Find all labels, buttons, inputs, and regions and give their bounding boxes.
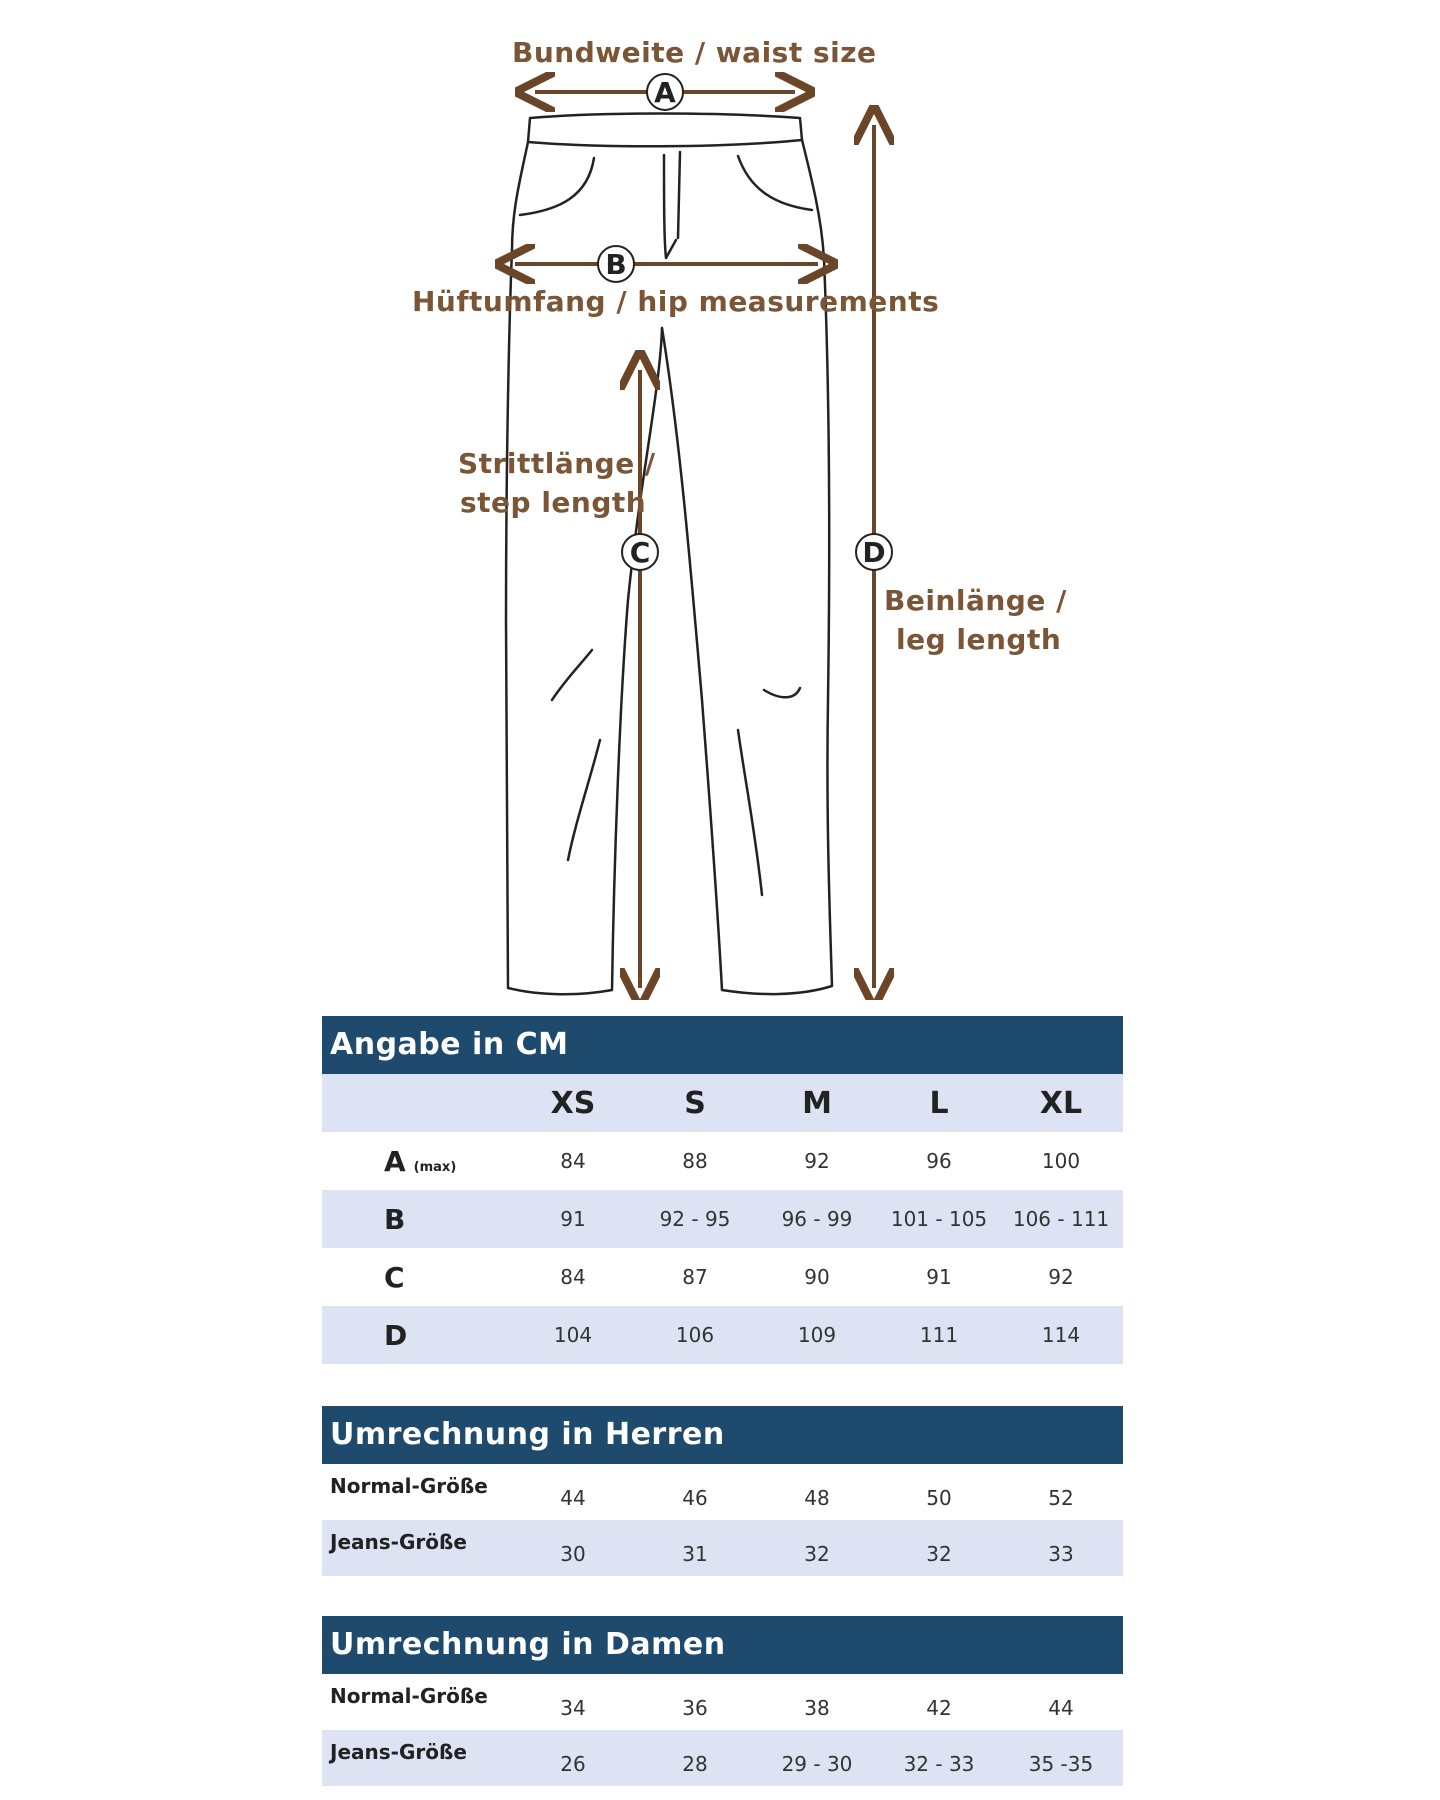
table-cell: 87: [682, 1265, 708, 1289]
marker-a: A: [654, 76, 676, 109]
table-cell: 48: [804, 1486, 830, 1510]
table-cell: 31: [682, 1542, 708, 1566]
size-header-row: [322, 1074, 1123, 1132]
table-row: [322, 1190, 1123, 1248]
table-cell: 91: [560, 1207, 586, 1231]
marker-c: C: [629, 536, 651, 569]
table-cell: 92: [804, 1149, 830, 1173]
table-cell: 32 - 33: [903, 1752, 975, 1776]
table-row: [322, 1520, 1123, 1576]
row-label: D: [384, 1318, 408, 1352]
damen-title: Umrechnung in Damen: [322, 1616, 1123, 1674]
table-cell: 30: [560, 1542, 586, 1566]
table-cell: 42: [926, 1696, 952, 1720]
waist-label: Bundweite / waist size: [512, 36, 877, 69]
damen-table: [322, 1616, 1123, 1786]
row-label: A: [384, 1144, 406, 1178]
size-xs: XS: [550, 1085, 596, 1121]
table-cell: 106 - 111: [1012, 1207, 1110, 1231]
table-cell: 32: [804, 1542, 830, 1566]
marker-d: D: [862, 536, 886, 569]
size-xl: XL: [1039, 1085, 1083, 1121]
herren-table: [322, 1406, 1123, 1576]
row-label: Jeans-Größe: [330, 1740, 467, 1764]
marker-b: B: [605, 248, 627, 281]
step-label-1: Strittlänge /: [458, 447, 656, 480]
table-row: [322, 1306, 1123, 1364]
table-cell: 33: [1048, 1542, 1074, 1566]
cm-table: [322, 1016, 1123, 1364]
table-cell: 100: [1041, 1149, 1081, 1173]
table-cell: 92 - 95: [659, 1207, 731, 1231]
size-s: S: [684, 1085, 706, 1121]
pants-outline: [506, 114, 832, 995]
row-label: Normal-Größe: [330, 1684, 488, 1708]
table-cell: 34: [560, 1696, 586, 1720]
row-label: C: [384, 1260, 405, 1294]
table-row: [322, 1730, 1123, 1786]
table-cell: 44: [560, 1486, 586, 1510]
table-row: [322, 1464, 1123, 1520]
table-cell: 88: [682, 1149, 708, 1173]
max-note: (max): [413, 1159, 457, 1175]
table-cell: 111: [919, 1323, 959, 1347]
table-cell: 84: [560, 1149, 586, 1173]
row-label: B: [384, 1202, 406, 1236]
table-cell: 46: [682, 1486, 708, 1510]
table-cell: 104: [553, 1323, 593, 1347]
table-cell: 52: [1048, 1486, 1074, 1510]
table-cell: 109: [797, 1323, 837, 1347]
table-cell: 29 - 30: [781, 1752, 853, 1776]
table-cell: 38: [804, 1696, 830, 1720]
table-cell: 96: [926, 1149, 952, 1173]
table-cell: 101 - 105: [890, 1207, 988, 1231]
row-label: Jeans-Größe: [330, 1530, 467, 1554]
table-cell: 106: [675, 1323, 715, 1347]
table-cell: 26: [560, 1752, 586, 1776]
table-row: [322, 1674, 1123, 1730]
hip-label: Hüftumfang / hip measurements: [412, 285, 940, 318]
table-cell: 36: [682, 1696, 708, 1720]
table-cell: 35 -35: [1028, 1752, 1094, 1776]
table-cell: 50: [926, 1486, 952, 1510]
size-l: L: [929, 1085, 949, 1121]
herren-title: Umrechnung in Herren: [322, 1406, 1123, 1464]
leg-label-1: Beinlänge /: [884, 584, 1067, 617]
table-cell: 84: [560, 1265, 586, 1289]
table-cell: 114: [1041, 1323, 1081, 1347]
cm-table-title: Angabe in CM: [322, 1016, 1123, 1074]
table-cell: 91: [926, 1265, 952, 1289]
table-cell: 92: [1048, 1265, 1074, 1289]
table-cell: 44: [1048, 1696, 1074, 1720]
table-row: [322, 1132, 1123, 1190]
row-label: Normal-Größe: [330, 1474, 488, 1498]
table-cell: 28: [682, 1752, 708, 1776]
leg-label-2: leg length: [896, 623, 1062, 656]
table-cell: 32: [926, 1542, 952, 1566]
size-m: M: [802, 1085, 832, 1121]
table-row: [322, 1248, 1123, 1306]
step-label-2: step length: [460, 486, 647, 519]
table-cell: 96 - 99: [781, 1207, 853, 1231]
table-cell: 90: [804, 1265, 830, 1289]
